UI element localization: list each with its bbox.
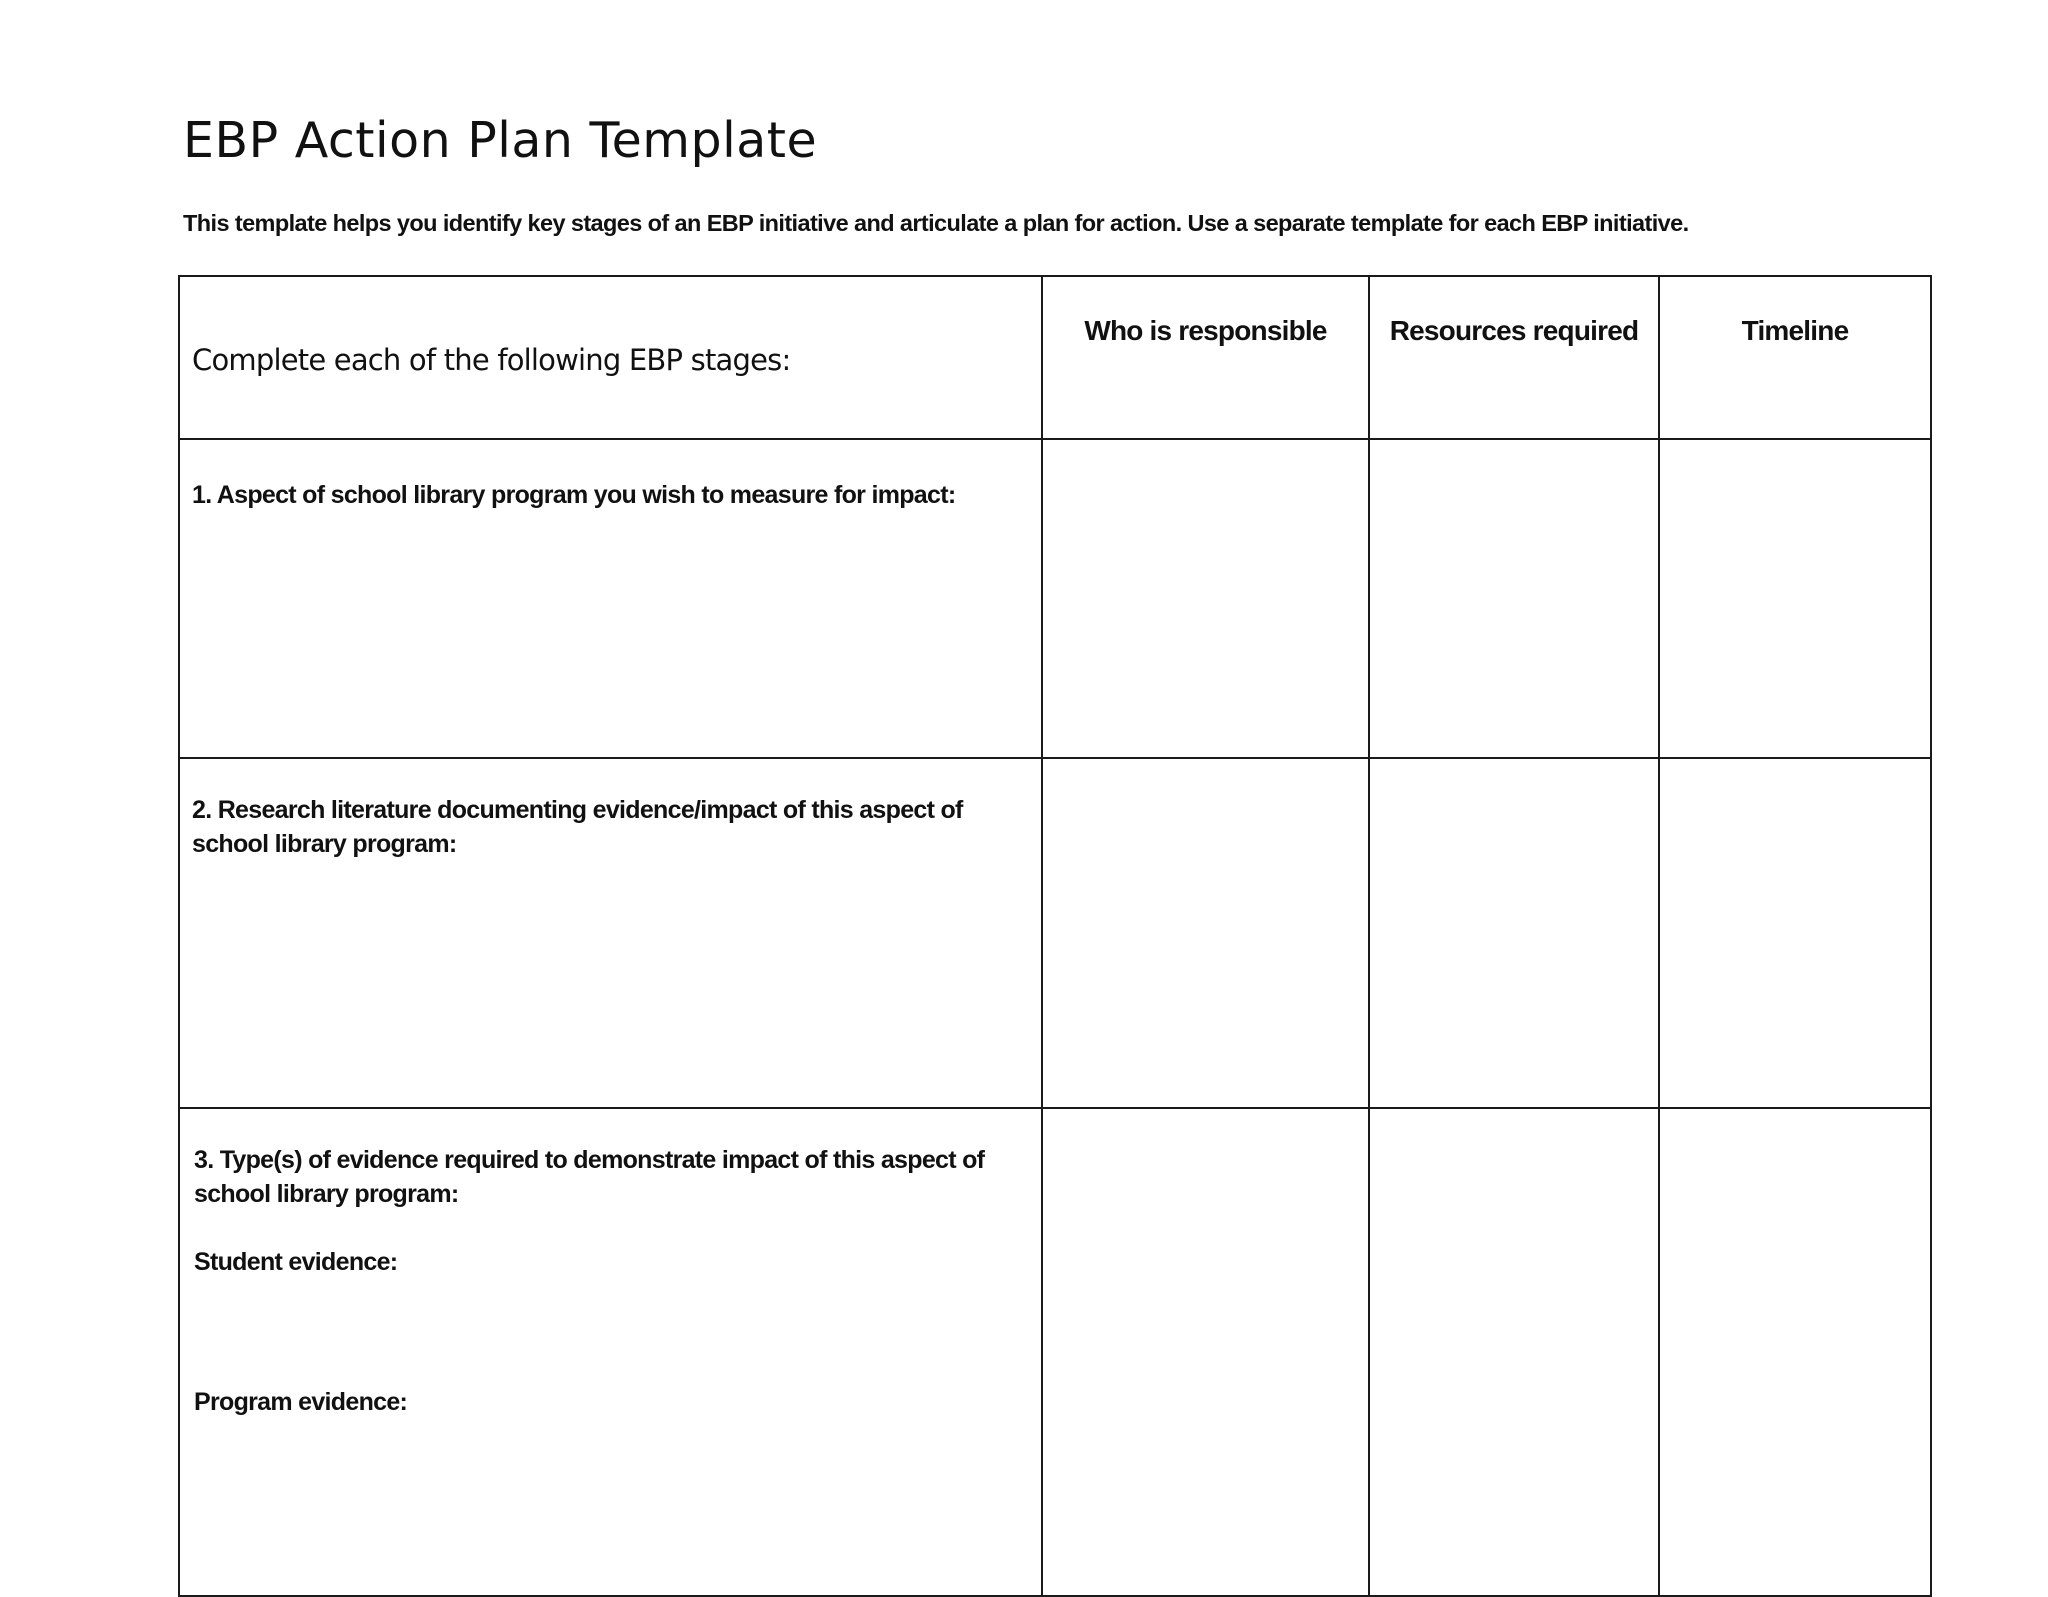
program-evidence-label: Program evidence: [194,1388,408,1416]
action-plan-table [178,275,1932,1597]
resources-cell-1[interactable] [1369,439,1659,758]
header-resources-required: Resources required [1369,276,1659,439]
who-cell-3[interactable] [1042,1108,1369,1596]
table-row [179,758,1931,1108]
stage-cell-2: 2. Research literature documenting evidence/impact of this aspect of school library program: [179,758,1042,1108]
who-cell-2[interactable] [1042,758,1369,1108]
header-timeline: Timeline [1659,276,1931,439]
resources-cell-3[interactable] [1369,1108,1659,1596]
table-row [179,1108,1931,1596]
header-who-responsible: Who is responsible [1042,276,1369,439]
table-row [179,439,1931,758]
who-cell-1[interactable] [1042,439,1369,758]
table-header-row [179,276,1931,439]
student-evidence-label: Student evidence: [194,1248,398,1276]
page-title: EBP Action Plan Template [183,112,818,169]
resources-cell-2[interactable] [1369,758,1659,1108]
header-stages: Complete each of the following EBP stages: [179,276,1042,439]
timeline-cell-3[interactable] [1659,1108,1931,1596]
stage-cell-3 [179,1108,1042,1596]
intro-text: This template helps you identify key stages of an EBP initiative and articulate a plan for action. Use a separate template for each EBP initiative. [183,210,1689,236]
timeline-cell-2[interactable] [1659,758,1931,1108]
stage-3-text: 3. Type(s) of evidence required to demonstrate impact of this aspect of school library program: [194,1146,985,1208]
stage-cell-1: 1. Aspect of school library program you wish to measure for impact: [179,439,1042,758]
timeline-cell-1[interactable] [1659,439,1931,758]
